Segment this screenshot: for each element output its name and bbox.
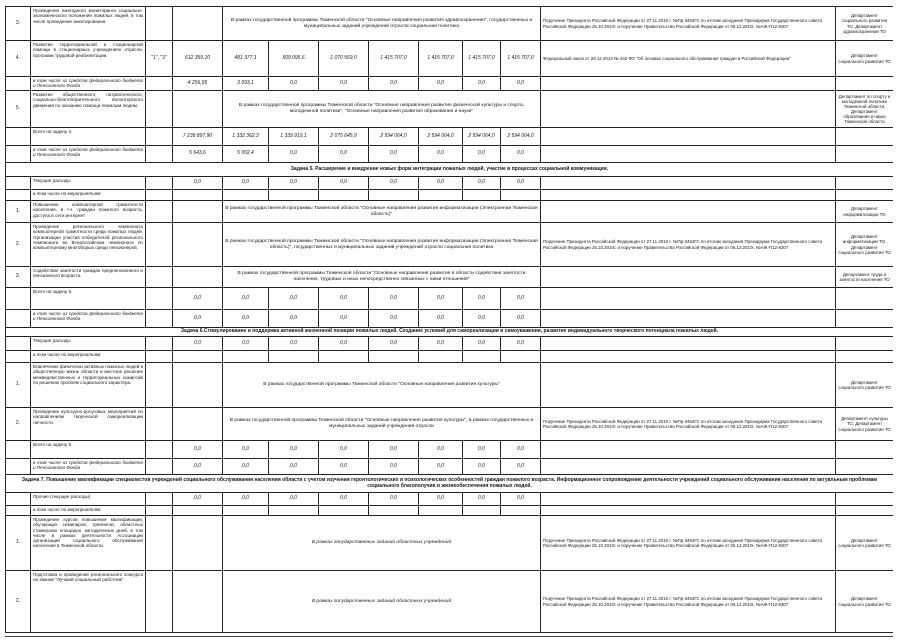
value-cell: 1 415 707,0 (369, 41, 419, 77)
row-number: 1. (6, 363, 31, 408)
row-description: Развитие общественного, патриотического, социально-благотворительного волонтерского движения по оказанию помощи пожилым людям. (31, 91, 146, 128)
value-cell: 0,0 (501, 177, 541, 190)
row-code (146, 77, 173, 91)
responsible-executor: Департамент социального развития ТО (836, 41, 894, 77)
row-code (146, 363, 173, 408)
value-cell: 1 415 707,0 (419, 41, 463, 77)
row-code (146, 267, 173, 288)
table-row (6, 571, 894, 633)
row-description: в том числе из средств федерального бюджета и Пенсионного Фонда (31, 146, 146, 163)
value-cell: 0,0 (463, 77, 501, 91)
row-description: Содействие занятости граждан предпенсионного и пенсионного возраста. (31, 267, 146, 288)
responsible-executor: Департамент труда и занятости населения ТО (836, 267, 894, 288)
row-description: Проведение культурно-досуговых мероприятий по направлениям творческой самореализации личности. (31, 408, 146, 441)
value-cell: 612 359,10 (173, 41, 223, 77)
empty-cell (173, 223, 223, 267)
empty-cell (369, 351, 419, 363)
legal-basis (541, 337, 836, 351)
row-number (6, 310, 31, 328)
value-cell: 0,0 (223, 459, 269, 475)
legal-basis: Поручение Президента Российской Федерации от 27.11.2010 г. №Пр-3464ГС по итогам заседания Президиума Государственного совета Российской Федерации 25.10.2010г. и поручение Правительства Российской Федерации от 06.12.2010г. №АЖ-П12-8307 (541, 516, 836, 571)
table-row (6, 223, 894, 267)
funding-note: В рамках государственных заданий областных учреждений (223, 516, 541, 571)
value-cell: 0,0 (463, 459, 501, 475)
value-cell: 0,0 (369, 77, 419, 91)
row-description: Развитие территориальной и стационарной помощи в стационарных учреждениях отрасли, программ трудовой реабилитации. (31, 41, 146, 77)
value-cell: 5 643,6 (173, 146, 223, 163)
row-description: Текущие расходы (31, 337, 146, 351)
value-cell: 0,0 (173, 177, 223, 190)
value-cell: 0,0 (419, 441, 463, 459)
value-cell: 0,0 (419, 288, 463, 310)
value-cell: 0,0 (463, 493, 501, 506)
value-cell: 0,0 (269, 493, 319, 506)
value-cell: 0,0 (369, 441, 419, 459)
legal-basis (541, 128, 836, 146)
responsible-executor (836, 146, 894, 163)
value-cell: 0,0 (463, 441, 501, 459)
row-description: Всего на задачу 6. (31, 441, 146, 459)
empty-cell (223, 190, 269, 201)
row-code (146, 146, 173, 163)
row-description: в том числе по мероприятиям: (31, 190, 146, 201)
responsible-executor: Департамент социального развития ТО, Департамент здравоохранения ТО (836, 7, 894, 41)
value-cell: 0,0 (501, 441, 541, 459)
row-number (6, 146, 31, 163)
funding-note: В рамках государственных заданий областных учреждений (223, 571, 541, 633)
value-cell: 0,0 (173, 337, 223, 351)
row-description: в том числе из средств федерального бюджета и Пенсионного Фонда (31, 310, 146, 328)
table-row (6, 267, 894, 288)
row-description: Всего на задачу 5. (31, 288, 146, 310)
empty-cell (269, 351, 319, 363)
value-cell: 0,0 (419, 310, 463, 328)
row-code (146, 408, 173, 441)
legal-basis (541, 351, 836, 363)
responsible-executor (836, 337, 894, 351)
row-number (6, 441, 31, 459)
table-row (6, 41, 894, 77)
value-cell: 0,0 (501, 493, 541, 506)
row-number: 1. (6, 516, 31, 571)
row-description: Проведение ежегодного мониторинга социально-экономического положения пожилых людей, в том числе проведение анкетирования. (31, 7, 146, 41)
empty-cell (463, 190, 501, 201)
table-body (6, 7, 894, 633)
row-description: Проведение курсов повышения квалификации, обучающих семинаров, тренингов, областных стажерских площадок, методических дней, в том числе в рамках деятельности Ассоциации организаций социального обслуживания населения в Тюменской области. (31, 516, 146, 571)
table-row (6, 146, 894, 163)
empty-cell (223, 506, 269, 516)
row-description: Подготовка и проведение регионального конкурса на звание "Лучший социальный работник". (31, 571, 146, 633)
table-row (6, 91, 894, 128)
row-number: 1. (6, 201, 31, 223)
responsible-executor (836, 128, 894, 146)
page-bottom-rule (5, 636, 893, 637)
responsible-executor (836, 351, 894, 363)
row-code: "1", "3" (146, 41, 173, 77)
value-cell: 0,0 (223, 288, 269, 310)
value-cell: 2 594 064,0 (501, 128, 541, 146)
legal-basis: Поручение Президента Российской Федерации от 27.11.2010 г. №Пр-3464ГС по итогам заседания Президиума Государственного совета Российской Федерации 25.10.2010г. и поручение Правительства Российской Федерации от 06.12.2010г. №АЖ-П12-8307 (541, 571, 836, 633)
legal-basis: Поручение Президента Российской Федерации от 27.11.2010 г. №Пр-3464ГС по итогам заседания Президиума Государственного совета Российской Федерации 25.10.2010г. и поручение Правительства Российской Федерации от 06.12.2010г. №АЖ-П12-8307 (541, 7, 836, 41)
section-row (6, 475, 894, 493)
funding-note: В рамках государственной программы Тюменской области "Основные направления развития культуры", в рамках государственных и муниципальных заданий учреждений отрасли (223, 408, 541, 441)
row-number: 3. (6, 267, 31, 288)
value-cell: 0,0 (269, 288, 319, 310)
value-cell: 2 594 064,0 (463, 128, 501, 146)
legal-basis (541, 201, 836, 223)
legal-basis (541, 190, 836, 201)
value-cell: 0,0 (501, 77, 541, 91)
table-row (6, 441, 894, 459)
empty-cell (419, 351, 463, 363)
funding-note: В рамках государственной программы Тюменской области "Основные направления развития физической культуры и спорта, молодежной политики", "Основные направления развития образования и науки" (223, 91, 541, 128)
empty-cell (269, 190, 319, 201)
section-title: Задача 6.Стимулирование и поддержка активной жизненной позиции пожилых людей. Создание условий для самореализации и самоуважения, развитие индивидуального творческого потенциала пожилых людей. (6, 328, 894, 337)
value-cell: 5 002,4 (223, 146, 269, 163)
responsible-executor (836, 177, 894, 190)
row-number: 3. (6, 7, 31, 41)
row-code (146, 190, 173, 201)
value-cell: 0,0 (269, 459, 319, 475)
value-cell: 0,0 (501, 459, 541, 475)
table-row (6, 337, 894, 351)
row-number (6, 128, 31, 146)
empty-cell (463, 506, 501, 516)
empty-cell (319, 190, 369, 201)
value-cell: 0,0 (223, 310, 269, 328)
responsible-executor: Департамент социального развития ТО (836, 571, 894, 633)
value-cell: 481 377,1 (223, 41, 269, 77)
value-cell: 0,0 (223, 337, 269, 351)
value-cell: 0,0 (419, 177, 463, 190)
funding-note: В рамках государственной программы Тюменской области "Основные направления развития информатизации (Электронная Тюменская область)", государственных и муниципальных заданий учреждений отрасли социальная политика (223, 223, 541, 267)
value-cell: 0,0 (419, 77, 463, 91)
empty-cell (173, 267, 223, 288)
responsible-executor (836, 288, 894, 310)
value-cell: 0,0 (419, 337, 463, 351)
value-cell: 1 070 569,0 (319, 41, 369, 77)
table-row (6, 190, 894, 201)
legal-basis: Поручение Президента Российской Федерации от 27.11.2010 г. №Пр-3464ГС по итогам заседания Президиума Государственного совета Российской Федерации 25.10.2010г. и поручение Правительства Российской Федерации от 06.12.2010г. №АЖ-П12-8307 (541, 408, 836, 441)
value-cell: 0,0 (223, 441, 269, 459)
row-code (146, 493, 173, 506)
responsible-executor: Департамент культуры ТО, Департамент социального развития ТО (836, 408, 894, 441)
empty-cell (501, 506, 541, 516)
table-row (6, 177, 894, 190)
row-description: в том числе по мероприятиям: (31, 506, 146, 516)
empty-cell (319, 506, 369, 516)
legal-basis (541, 146, 836, 163)
value-cell: 0,0 (319, 177, 369, 190)
value-cell: 0,0 (319, 288, 369, 310)
row-description: Повышение компьютерной грамотности населения, в т.ч. граждан пожилого возраста, доступа в сети интернет (31, 201, 146, 223)
table-row (6, 7, 894, 41)
value-cell: 4 256,95 (173, 77, 223, 91)
empty-cell (173, 7, 223, 41)
value-cell: 0,0 (501, 288, 541, 310)
value-cell: 0,0 (463, 337, 501, 351)
value-cell: 0,0 (319, 493, 369, 506)
value-cell: 0,0 (269, 310, 319, 328)
value-cell: 0,0 (319, 146, 369, 163)
table-row (6, 459, 894, 475)
row-code (146, 351, 173, 363)
value-cell: 0,0 (269, 337, 319, 351)
table-row (6, 516, 894, 571)
row-description: Текущие расходы (31, 177, 146, 190)
value-cell: 0,0 (223, 493, 269, 506)
row-code (146, 310, 173, 328)
legal-basis (541, 363, 836, 408)
value-cell: 0,0 (369, 493, 419, 506)
responsible-executor (836, 441, 894, 459)
responsible-executor: Департамент социального развития ТО (836, 363, 894, 408)
table-row (6, 408, 894, 441)
value-cell: 0,0 (269, 177, 319, 190)
empty-cell (173, 506, 223, 516)
document-page (5, 6, 893, 634)
row-code (146, 7, 173, 41)
value-cell: 1 415 707,0 (463, 41, 501, 77)
section-title: Задача 5. Расширение и внедрение новых форм интеграции пожилых людей, участие в процессах социальной коммуникации. (6, 163, 894, 177)
section-row (6, 163, 894, 177)
value-cell: 0,0 (463, 310, 501, 328)
table-row (6, 506, 894, 516)
value-cell: 1 339 919,1 (269, 128, 319, 146)
value-cell: 0,0 (369, 337, 419, 351)
value-cell: 0,0 (501, 310, 541, 328)
value-cell: 2 594 064,0 (419, 128, 463, 146)
empty-cell (501, 190, 541, 201)
table-row (6, 351, 894, 363)
row-number: 2. (6, 223, 31, 267)
row-description: Всего на задачу 4. (31, 128, 146, 146)
table-row (6, 77, 894, 91)
row-number (6, 351, 31, 363)
legal-basis (541, 310, 836, 328)
row-number (6, 506, 31, 516)
empty-cell (173, 363, 223, 408)
value-cell: 0,0 (319, 459, 369, 475)
table-row (6, 128, 894, 146)
value-cell: 0,0 (369, 146, 419, 163)
value-cell: 0,0 (269, 77, 319, 91)
row-number: 2. (6, 408, 31, 441)
row-code (146, 288, 173, 310)
funding-note: В рамках государственной программы Тюменской области "Основные направления развития культуры" (223, 363, 541, 408)
value-cell: 0,0 (463, 177, 501, 190)
legal-basis (541, 459, 836, 475)
empty-cell (173, 190, 223, 201)
responsible-executor: Департамент информатизации ТО, Департамент социального развития ТО (836, 223, 894, 267)
legal-basis (541, 91, 836, 128)
value-cell: 0,0 (173, 441, 223, 459)
table-row (6, 310, 894, 328)
table-row (6, 493, 894, 506)
value-cell: 0,0 (419, 146, 463, 163)
value-cell: 0,0 (173, 459, 223, 475)
value-cell: 0,0 (319, 337, 369, 351)
empty-cell (419, 190, 463, 201)
row-number (6, 288, 31, 310)
empty-cell (173, 201, 223, 223)
row-number (6, 493, 31, 506)
row-description: Вовлечение физически активных пожилых людей в общественную жизнь области и местное решение межведомственных и территориальных комиссий по решению проблем социального характера. (31, 363, 146, 408)
value-cell: 0,0 (369, 459, 419, 475)
legal-basis (541, 493, 836, 506)
row-number (6, 77, 31, 91)
empty-cell (319, 351, 369, 363)
empty-cell (173, 351, 223, 363)
row-number: 4. (6, 41, 31, 77)
value-cell: 1 415 707,0 (501, 41, 541, 77)
value-cell: 0,0 (501, 146, 541, 163)
empty-cell (173, 408, 223, 441)
responsible-executor (836, 190, 894, 201)
value-cell: 3 093,1 (223, 77, 269, 91)
value-cell: 1 332 362,3 (223, 128, 269, 146)
legal-basis (541, 441, 836, 459)
legal-basis (541, 77, 836, 91)
row-code (146, 506, 173, 516)
legal-basis: Поручение Президента Российской Федерации от 27.11.2010 г. №Пр-3464ГС по итогам заседания Президиума Государственного совета Российской Федерации 25.10.2010г. и поручение Правительства Российской Федерации от 06.12.2010г. №АЖ-П12-8307 (541, 223, 836, 267)
funding-note: В рамках государственной программы Тюменской области "Основные направления развития в области содействия занятости населения, трудовых и иных непосредственно связанных с ними отношений" (223, 267, 541, 288)
row-code (146, 571, 173, 633)
row-code (146, 223, 173, 267)
row-code (146, 516, 173, 571)
responsible-executor (836, 77, 894, 91)
row-description: Проведение регионального чемпионата компьютерной грамотности среди пожилых людей. Организация участия победителей регионального чемпионата во Всероссийском чемпионате по компьютерному многоборью среди пенсионеров. (31, 223, 146, 267)
funding-note: В рамках государственной программы Тюменской области "Основные направления развития информатизации (Электронная Тюменская область)" (223, 201, 541, 223)
value-cell: 0,0 (269, 441, 319, 459)
value-cell: 0,0 (419, 493, 463, 506)
section-row (6, 328, 894, 337)
row-code (146, 201, 173, 223)
row-code (146, 128, 173, 146)
empty-cell (173, 516, 223, 571)
empty-cell (269, 506, 319, 516)
value-cell: 7 239 897,90 (173, 128, 223, 146)
program-table (5, 6, 893, 633)
section-title: Задача 7. Повышение квалификации специалистов учреждений социального обслуживания населения области с учетом изучения геронтологических и психологических особенностей граждан пожилого возраста. Информационное сопровождение деятельности учреждений социального обслуживания населения по актуальным проблемам социального благополучия и жизнеобеспечения пожилых людей. (6, 475, 894, 493)
legal-basis (541, 177, 836, 190)
responsible-executor: Департамент информатизации ТО (836, 201, 894, 223)
funding-note: В рамках государственной программы Тюменской области "Основные направления развития здравоохранения", государственных и муниципальных заданий учреждений отрасли социальная политика (223, 7, 541, 41)
value-cell: 0,0 (319, 310, 369, 328)
value-cell: 0,0 (173, 288, 223, 310)
empty-cell (223, 351, 269, 363)
value-cell: 0,0 (173, 493, 223, 506)
responsible-executor: Департамент по спорту и молодежной политике Тюменской области, Департамент образования и науки Тюменской области (836, 91, 894, 128)
row-number (6, 177, 31, 190)
empty-cell (173, 571, 223, 633)
legal-basis: Федеральный закон от 28.12.2013 № 442-ФЗ "Об основах социального обслуживания граждан в Российской Федерации" (541, 41, 836, 77)
responsible-executor (836, 506, 894, 516)
table-row (6, 288, 894, 310)
empty-cell (419, 506, 463, 516)
value-cell: 2 594 064,0 (369, 128, 419, 146)
row-number: 5. (6, 91, 31, 128)
value-cell: 2 075 645,9 (319, 128, 369, 146)
responsible-executor (836, 310, 894, 328)
legal-basis (541, 288, 836, 310)
value-cell: 0,0 (173, 310, 223, 328)
responsible-executor (836, 493, 894, 506)
value-cell: 0,0 (369, 310, 419, 328)
row-number (6, 459, 31, 475)
responsible-executor: Департамент социального развития ТО (836, 516, 894, 571)
value-cell: 0,0 (319, 77, 369, 91)
value-cell: 0,0 (501, 337, 541, 351)
empty-cell (369, 190, 419, 201)
empty-cell (369, 506, 419, 516)
value-cell: 0,0 (269, 146, 319, 163)
value-cell: 0,0 (463, 146, 501, 163)
row-number (6, 190, 31, 201)
value-cell: 0,0 (419, 459, 463, 475)
legal-basis (541, 506, 836, 516)
row-description: Прочие (текущие расходы) (31, 493, 146, 506)
row-number (6, 337, 31, 351)
empty-cell (463, 351, 501, 363)
table-row (6, 201, 894, 223)
row-code (146, 177, 173, 190)
empty-cell (501, 351, 541, 363)
row-number: 2. (6, 571, 31, 633)
row-code (146, 459, 173, 475)
value-cell: 0,0 (369, 177, 419, 190)
value-cell: 0,0 (463, 288, 501, 310)
responsible-executor (836, 459, 894, 475)
row-code (146, 337, 173, 351)
row-description: в том числе из средств федерального бюджета и Пенсионного Фонда (31, 459, 146, 475)
row-description: в том числе из средств федерального бюджета и Пенсионного Фонда (31, 77, 146, 91)
legal-basis (541, 267, 836, 288)
row-description: в том числе по мероприятиям: (31, 351, 146, 363)
row-code (146, 91, 173, 128)
table-row (6, 363, 894, 408)
value-cell: 509 095,6 (269, 41, 319, 77)
empty-cell (173, 91, 223, 128)
value-cell: 0,0 (369, 288, 419, 310)
value-cell: 0,0 (319, 441, 369, 459)
row-code (146, 441, 173, 459)
value-cell: 0,0 (223, 177, 269, 190)
